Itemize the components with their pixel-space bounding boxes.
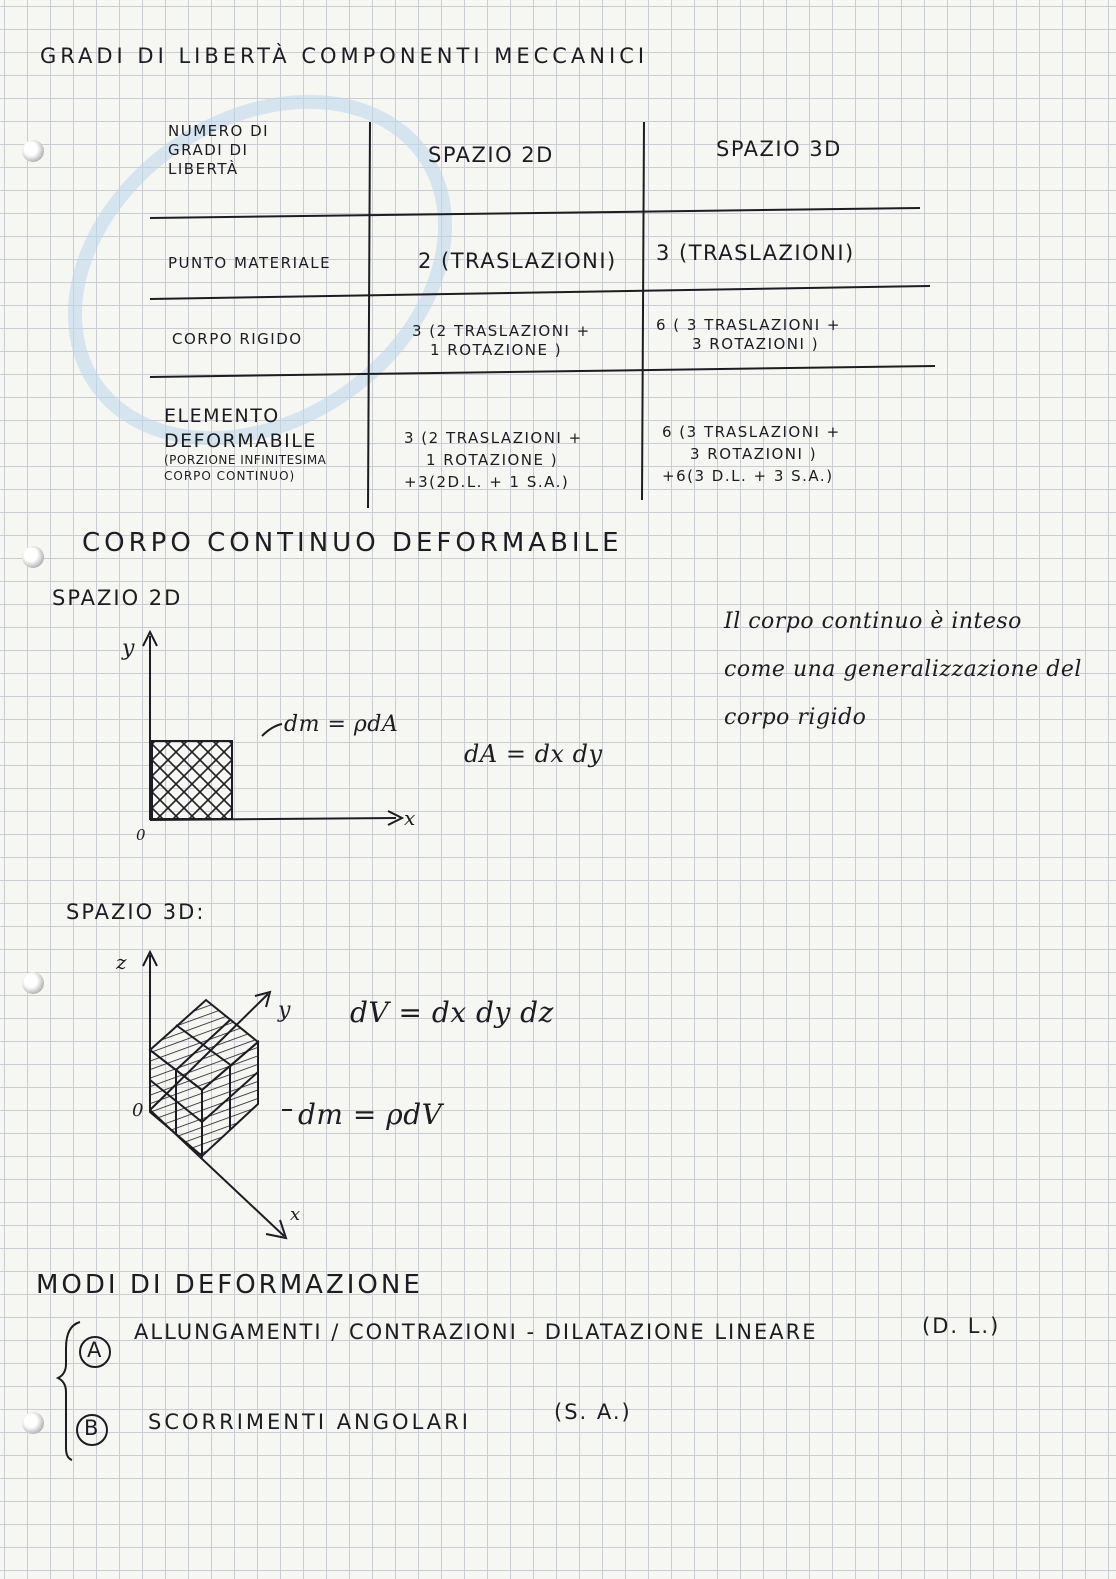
space3d-label: SPAZIO 3D:	[66, 900, 206, 924]
table-header-2d: SPAZIO 2D	[428, 143, 554, 167]
axis-x-label-2d: x	[404, 806, 416, 830]
formula-dV: dV = dx dy dz	[350, 996, 554, 1029]
formula-dA: dA = dx dy	[464, 740, 603, 768]
mode-a-abbr: (D. L.)	[922, 1314, 1001, 1338]
table-header-3d: SPAZIO 3D	[716, 137, 842, 161]
formula-dm-2d: dm = ρdA	[284, 712, 399, 737]
axis-x-label-3d: x	[290, 1204, 301, 1225]
row-label-rigido: CORPO RIGIDO	[172, 330, 303, 348]
axis-y-label-3d: y	[278, 998, 291, 1023]
row-deformabile-3d: 6 (3 TRASLAZIONI + 3 ROTAZIONI ) +6(3 D.L. + 3 S.A.)	[662, 423, 841, 485]
origin-label-3d: 0	[132, 1100, 144, 1121]
axis-z-label-3d: z	[116, 950, 128, 974]
row-rigido-3d: 6 ( 3 TRASLAZIONI + 3 ROTAZIONI )	[656, 316, 841, 353]
section-title-continuo: CORPO CONTINUO DEFORMABILE	[82, 528, 623, 558]
row-label-punto: PUNTO MATERIALE	[168, 254, 332, 272]
row-punto-3d: 3 (TRASLAZIONI)	[656, 241, 855, 265]
mode-a-letter: A	[87, 1338, 102, 1362]
row-punto-2d: 2 (TRASLAZIONI)	[418, 249, 617, 273]
origin-label-2d: 0	[136, 826, 147, 844]
row-deformabile-2d: 3 (2 TRASLAZIONI + 1 ROTAZIONE ) +3(2D.L. + 1 S.A.)	[404, 429, 583, 491]
row-label-deformabile: ELEMENTO DEFORMABILE (PORZIONE INFINITESIMA CORPO CONTINUO)	[164, 405, 327, 483]
row-rigido-2d: 3 (2 TRASLAZIONI + 1 ROTAZIONE )	[412, 322, 591, 359]
page-title: GRADI DI LIBERTÀ COMPONENTI MECCANICI	[40, 44, 649, 68]
formula-dm-3d: dm = ρdV	[298, 1098, 443, 1131]
mode-b-text: SCORRIMENTI ANGOLARI	[148, 1410, 471, 1434]
note-text: Il corpo continuo è inteso come una generalizzazione del corpo rigido	[724, 609, 1082, 730]
mode-b-letter: B	[84, 1416, 99, 1440]
table-header-dof: NUMERO DI GRADI DI LIBERTÀ	[168, 122, 270, 178]
mode-b-abbr: (S. A.)	[554, 1400, 632, 1424]
space2d-label: SPAZIO 2D	[52, 586, 183, 610]
modes-title: MODI DI DEFORMAZIONE	[36, 1270, 423, 1300]
mode-a-text: ALLUNGAMENTI / CONTRAZIONI - DILATAZIONE LINEARE	[134, 1320, 818, 1344]
axis-y-label-2d: y	[122, 636, 135, 661]
